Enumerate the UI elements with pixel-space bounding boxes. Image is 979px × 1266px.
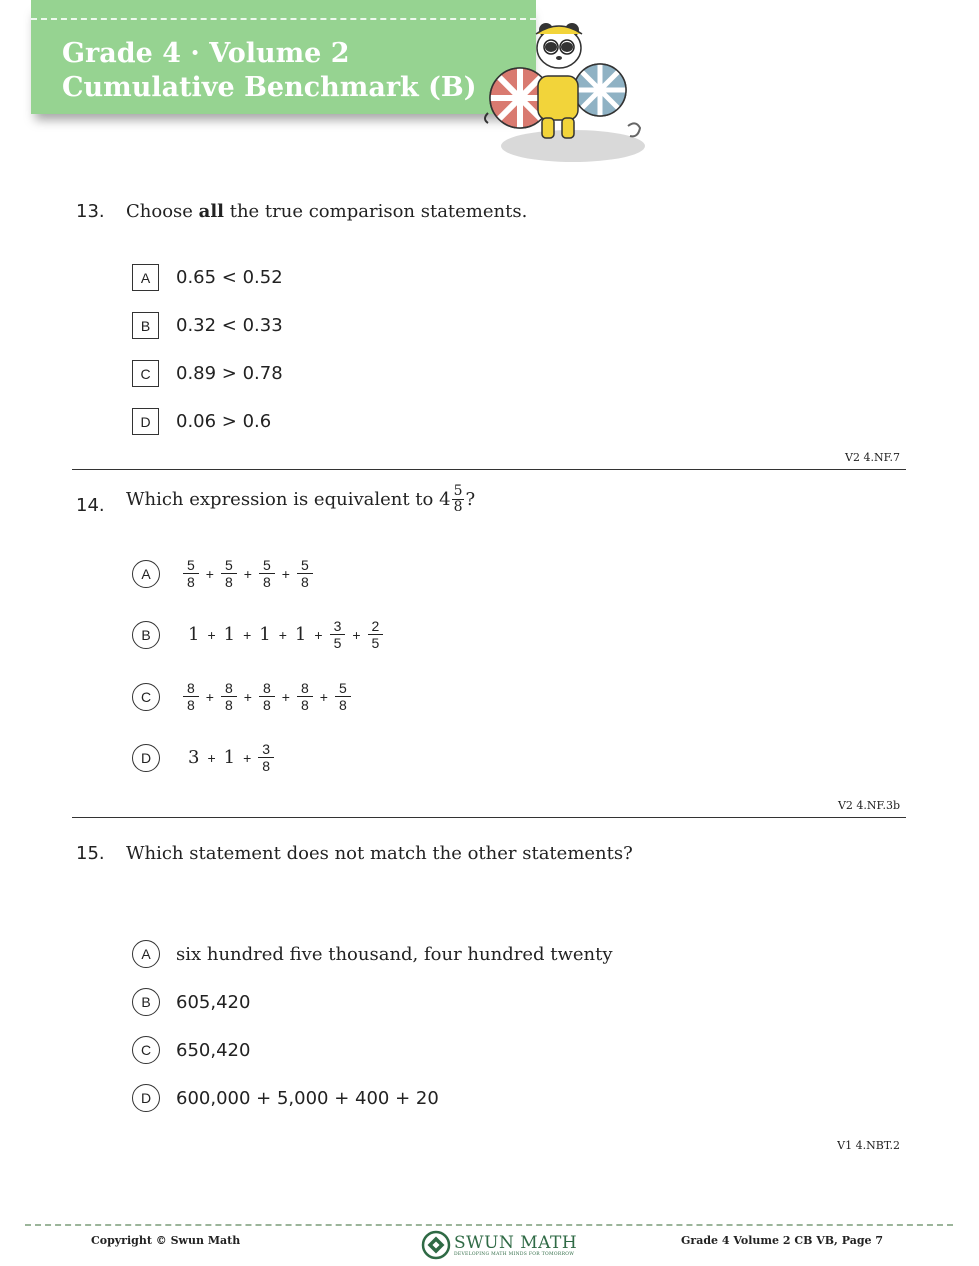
q15-option-c-text: 650,420 — [176, 1039, 251, 1061]
panda-mascot-illustration — [478, 18, 650, 168]
q14-option-d-radio[interactable]: D — [132, 744, 160, 772]
q15-option-b[interactable] — [132, 988, 250, 1016]
divider — [72, 469, 906, 470]
blue-umbrella-icon — [574, 64, 626, 116]
q13-option-a-text: 0.65 < 0.52 — [176, 267, 283, 288]
header-banner — [31, 0, 536, 114]
footer-divider — [25, 1224, 953, 1226]
q15-option-c[interactable] — [132, 1036, 250, 1064]
q13-option-b-text: 0.32 < 0.33 — [176, 315, 283, 336]
q15-option-d[interactable] — [132, 1084, 439, 1112]
q15-option-a-text: six hundred five thousand, four hundred twenty — [176, 943, 613, 965]
q14-option-b[interactable] — [132, 618, 386, 651]
question-15-number: 15. — [76, 843, 105, 864]
q13-option-b[interactable] — [132, 312, 283, 339]
q14-option-a[interactable] — [132, 557, 316, 590]
header-title-line1: Grade 4 · Volume 2 — [62, 38, 350, 69]
q14-option-b-radio[interactable]: B — [132, 621, 160, 649]
footer-copyright: Copyright © Swun Math — [91, 1234, 241, 1247]
logo-name: SWUN MATH — [454, 1232, 578, 1253]
footer-page-label: Grade 4 Volume 2 CB VB, Page 7 — [681, 1234, 883, 1247]
question-14-number: 14. — [76, 495, 105, 516]
q14-option-a-expression: $\frac{5}{8}$ + $\frac{5}{8}$ + $\frac{5}{8}$ + $\frac{5}{8}$ — [180, 557, 316, 590]
q15-option-b-text: 605,420 — [176, 991, 251, 1013]
logo-tagline: DEVELOPING MATH MINDS FOR TOMORROW — [454, 1251, 575, 1257]
q13-standard-code: V2 4.NF.7 — [845, 451, 900, 464]
header-title-line2: Cumulative Benchmark (B) — [62, 72, 477, 103]
q14-option-d[interactable] — [132, 741, 277, 774]
question-15-text: Which statement does not match the other statements? — [126, 843, 633, 864]
question-13-number: 13. — [76, 201, 105, 222]
q13-option-c[interactable] — [132, 360, 283, 387]
q13-option-a[interactable] — [132, 264, 283, 291]
q15-option-c-radio[interactable]: C — [132, 1036, 160, 1064]
q13-option-d-checkbox[interactable]: D — [132, 408, 159, 435]
q13-option-c-text: 0.89 > 0.78 — [176, 363, 283, 384]
q13-option-d[interactable] — [132, 408, 271, 435]
q14-standard-code: V2 4.NF.3b — [837, 799, 900, 812]
q13-option-d-text: 0.06 > 0.6 — [176, 411, 272, 432]
q15-option-a-radio[interactable]: A — [132, 940, 160, 968]
q15-option-d-text: 600,000 + 5,000 + 400 + 20 — [176, 1087, 439, 1109]
q13-option-b-checkbox[interactable]: B — [132, 312, 159, 339]
question-13-text: Choose all the true comparison statements. — [126, 201, 528, 222]
q14-option-c-radio[interactable]: C — [132, 683, 160, 711]
q15-option-d-radio[interactable]: D — [132, 1084, 160, 1112]
swun-math-logo-icon — [421, 1230, 451, 1260]
q14-option-b-expression: 1 + 1 + 1 + 1 + $\frac{3}{5}$ + $\frac{2}{5}$ — [184, 618, 386, 651]
q15-standard-code: V1 4.NBT.2 — [837, 1139, 900, 1152]
swun-math-logo — [421, 1230, 577, 1260]
q15-option-b-radio[interactable]: B — [132, 988, 160, 1016]
q14-option-c-expression: $\frac{8}{8}$ + $\frac{8}{8}$ + $\frac{8}{8}$ + $\frac{8}{8}$ + $\frac{5}{8}$ — [180, 680, 354, 713]
q14-option-c[interactable] — [132, 680, 354, 713]
q13-option-a-checkbox[interactable]: A — [132, 264, 159, 291]
q14-option-d-expression: 3 + 1 + $\frac{3}{8}$ — [184, 741, 277, 774]
divider — [72, 817, 906, 818]
q13-option-c-checkbox[interactable]: C — [132, 360, 159, 387]
q14-option-a-radio[interactable]: A — [132, 560, 160, 588]
mixed-number-fraction: $\frac{5}{8}$ — [453, 483, 463, 515]
q15-option-a[interactable] — [132, 940, 613, 968]
question-14-text: Which expression is equivalent to 4 $\frac{5}{8}$ ? — [126, 483, 476, 515]
